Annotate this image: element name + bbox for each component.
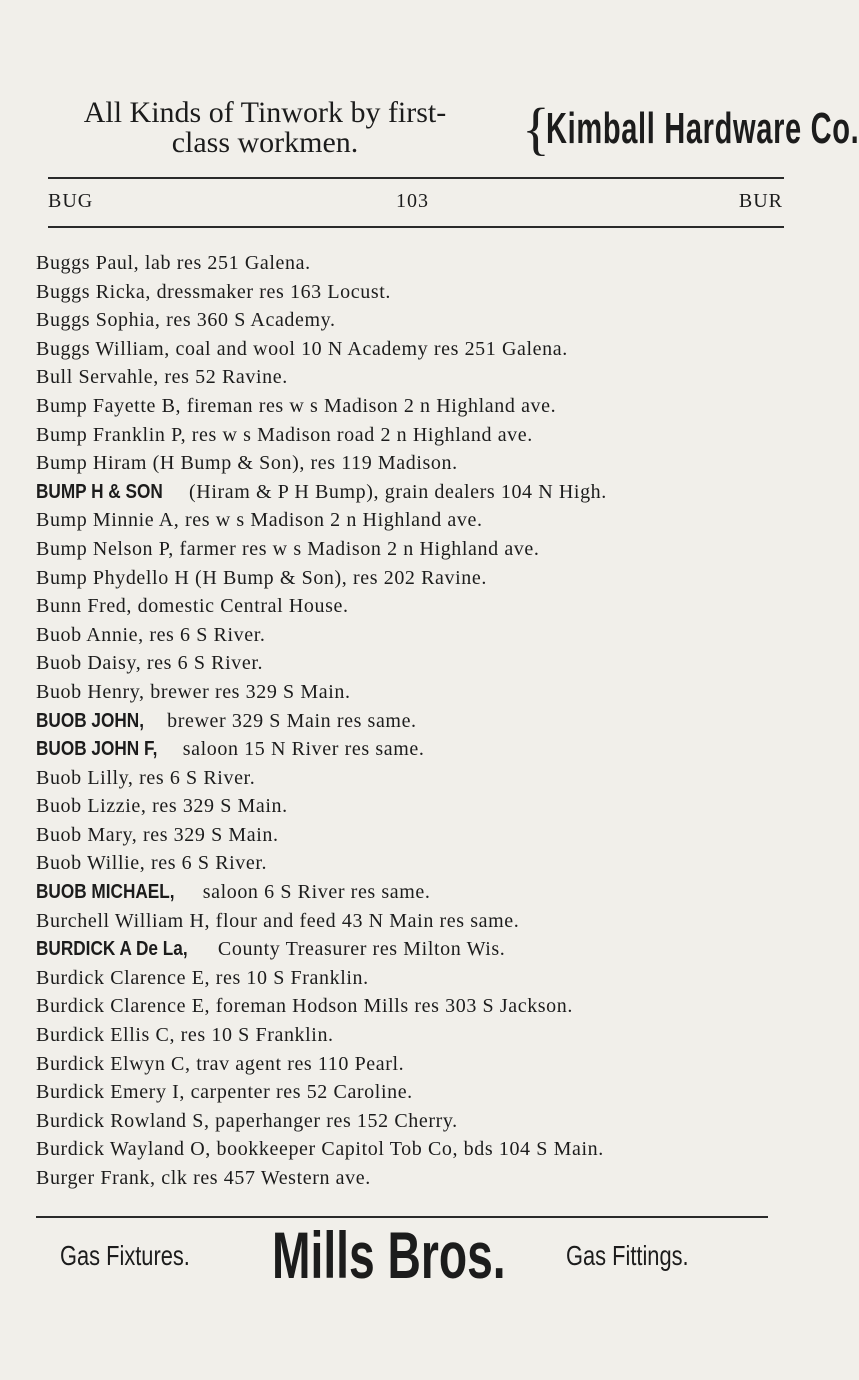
directory-entry: [36, 792, 796, 821]
directory-entry: [36, 992, 796, 1021]
entry-text: saloon 15 N River res same.: [177, 738, 425, 761]
gas-fittings-text: Gas Fittings.: [566, 1240, 689, 1271]
directory-entry: [36, 564, 796, 593]
entry-text: Burdick Elwyn C, trav agent res 110 Pearl.: [36, 1052, 405, 1075]
entry-text: Bunn Fred, domestic Central House.: [36, 595, 349, 618]
directory-entry: [36, 764, 796, 793]
entry-text: Burchell William H, flour and feed 43 N Main res same.: [36, 909, 520, 932]
directory-entry: [36, 535, 796, 564]
directory-entry: [36, 621, 796, 650]
entry-text: Bump Franklin P, res w s Madison road 2 n Highland ave.: [36, 423, 533, 446]
directory-entry: [36, 1021, 796, 1050]
entry-text: brewer 329 S Main res same.: [161, 709, 417, 732]
directory-entry: [36, 392, 796, 421]
directory-entry: [36, 363, 796, 392]
entry-text: saloon 6 S River res same.: [197, 881, 431, 904]
tinwork-ad-text: [50, 98, 480, 158]
directory-entry: [36, 335, 796, 364]
entry-text: Burdick Clarence E, res 10 S Franklin.: [36, 966, 369, 989]
entry-text: Buggs William, coal and wool 10 N Academy res 251 Galena.: [36, 337, 568, 360]
mills-bros-brand: Mills Bros.: [272, 1218, 506, 1292]
directory-entry: [36, 907, 796, 936]
brace-glyph: {: [522, 96, 550, 161]
entry-text: Buggs Paul, lab res 251 Galena.: [36, 252, 311, 274]
entry-text: Buob Lilly, res 6 S River.: [36, 766, 256, 789]
directory-entry: [36, 707, 796, 736]
directory-entry: [36, 964, 796, 993]
directory-entry: [36, 449, 796, 478]
entry-text: Buob Lizzie, res 329 S Main.: [36, 795, 288, 818]
directory-entry: [36, 735, 796, 764]
directory-entry: [36, 1164, 796, 1193]
entry-text: Burdick Wayland O, bookkeeper Capitol Tob Co, bds 104 S Main.: [36, 1138, 604, 1161]
entry-text: Buob Henry, brewer res 329 S Main.: [36, 680, 351, 703]
directory-entry: [36, 249, 796, 278]
entry-text: Bump Phydello H (H Bump & Son), res 202 Ravine.: [36, 566, 487, 589]
entry-text: Bump Hiram (H Bump & Son), res 119 Madison.: [36, 452, 458, 475]
running-header: [48, 190, 783, 216]
top-advertisement: [50, 96, 859, 166]
directory-entry: [36, 849, 796, 878]
entry-text: Burdick Ellis C, res 10 S Franklin.: [36, 1024, 334, 1047]
entry-bold-name: BUOB JOHN F,: [36, 738, 158, 761]
directory-entry: [36, 821, 796, 850]
entry-bold-name: BUMP H & SON: [36, 480, 163, 503]
entry-text: Burger Frank, clk res 457 Western ave.: [36, 1167, 371, 1189]
header-top-rule: [48, 177, 784, 179]
directory-entry: [36, 478, 796, 507]
directory-entry: [36, 935, 796, 964]
entry-text: Buggs Ricka, dressmaker res 163 Locust.: [36, 280, 392, 303]
directory-entries: [36, 249, 796, 1193]
page-number: 103: [396, 190, 429, 212]
directory-entry: [36, 506, 796, 535]
directory-entry: [36, 649, 796, 678]
header-right-guide-word: BUR: [738, 190, 783, 212]
entry-text: Burdick Clarence E, foreman Hodson Mills res 303 S Jackson.: [36, 995, 573, 1018]
tinwork-ad-line-1: All Kinds of Tinwork by first-: [83, 96, 447, 129]
entry-text: Burdick Rowland S, paperhanger res 152 Cherry.: [36, 1109, 458, 1132]
directory-entry: [36, 306, 796, 335]
entry-text: Buggs Sophia, res 360 S Academy.: [36, 309, 336, 332]
entry-text: (Hiram & P H Bump), grain dealers 104 N High.: [183, 480, 607, 503]
header-left-guide-word: BUG: [48, 190, 94, 212]
entry-text: Burdick Emery I, carpenter res 52 Caroline.: [36, 1081, 413, 1104]
directory-entry: [36, 1107, 796, 1136]
kimball-hardware-ad: Kimball Hardware Co.: [546, 104, 859, 153]
gas-fixtures-text: Gas Fixtures.: [60, 1240, 190, 1271]
entry-text: County Treasurer res Milton Wis.: [212, 938, 506, 961]
entry-text: Bump Minnie A, res w s Madison 2 n Highland ave.: [36, 509, 483, 532]
header-bottom-rule: [48, 226, 784, 228]
directory-entry: [36, 1135, 796, 1164]
entry-text: Bump Nelson P, farmer res w s Madison 2 n Highland ave.: [36, 537, 540, 560]
directory-entry: [36, 421, 796, 450]
entry-text: Bump Fayette B, fireman res w s Madison 2 n Highland ave.: [36, 394, 557, 417]
directory-entry: [36, 678, 796, 707]
entry-text: Buob Mary, res 329 S Main.: [36, 823, 279, 846]
directory-entry: [36, 878, 796, 907]
entry-text: Buob Daisy, res 6 S River.: [36, 652, 264, 675]
entry-text: Buob Willie, res 6 S River.: [36, 852, 268, 875]
entry-bold-name: BUOB JOHN,: [36, 709, 144, 732]
bottom-advertisement: [50, 1218, 770, 1298]
directory-entry: [36, 1050, 796, 1079]
directory-entry: [36, 1078, 796, 1107]
entry-text: Buob Annie, res 6 S River.: [36, 623, 266, 646]
tinwork-ad-line-2: class workmen.: [171, 126, 359, 159]
directory-entry: [36, 278, 796, 307]
entry-bold-name: BURDICK A De La,: [36, 938, 188, 961]
entry-bold-name: BUOB MICHAEL,: [36, 881, 175, 904]
directory-entry: [36, 592, 796, 621]
entry-text: Bull Servahle, res 52 Ravine.: [36, 366, 288, 389]
